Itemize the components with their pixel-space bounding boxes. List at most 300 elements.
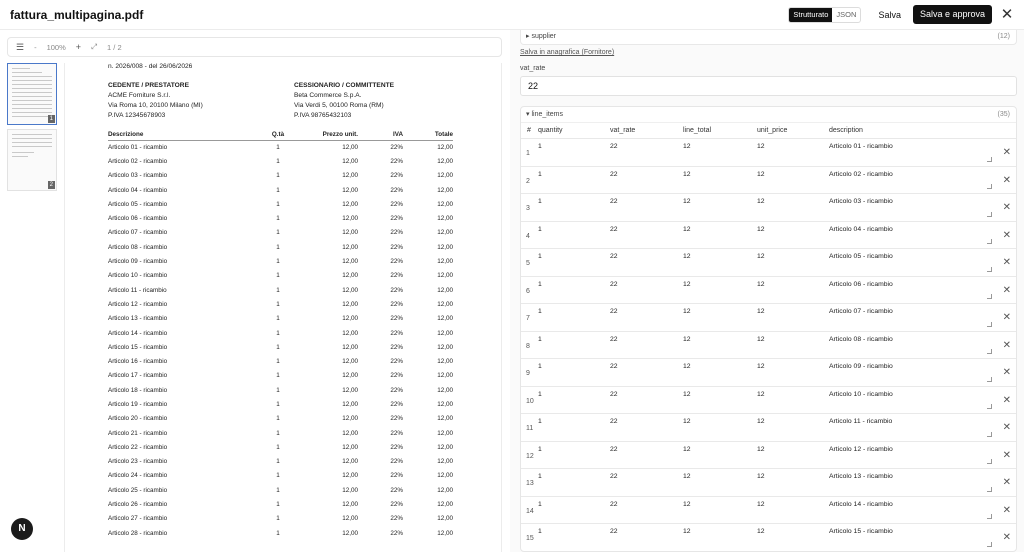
invoice-row	[108, 183, 453, 197]
row-total: 12,00	[437, 400, 453, 408]
line-item-index: 2	[526, 177, 530, 185]
row-description: Articolo 08 - ricambio	[108, 243, 168, 251]
row-total: 12,00	[437, 386, 453, 394]
row-vat: 22%	[390, 429, 403, 437]
seller-address: Via Roma 10, 20100 Milano (MI)	[108, 102, 203, 109]
invoice-row	[108, 369, 453, 383]
column-header: unit_price	[757, 127, 788, 134]
row-quantity: 1	[276, 486, 280, 494]
line-item-unit-price-input[interactable]: 12	[757, 335, 765, 343]
row-description: Articolo 15 - ricambio	[108, 343, 168, 351]
line-item-description-input[interactable]: Articolo 03 - ricambio	[829, 198, 893, 205]
line-item-line-total-input[interactable]: 12	[683, 253, 691, 260]
line-item-description-input[interactable]: Articolo 09 - ricambio	[829, 363, 893, 370]
line-item-unit-price-input[interactable]: 12	[757, 500, 765, 508]
row-total: 12,00	[437, 443, 453, 451]
remove-row-icon[interactable]: ✕	[1002, 202, 1011, 213]
resize-handle-icon[interactable]	[987, 239, 992, 244]
row-unit-price: 12,00	[342, 458, 358, 466]
line-item-index: 15	[526, 535, 534, 542]
line-item-description-input[interactable]: Articolo 13 - ricambio	[829, 473, 893, 480]
view-json-tab[interactable]: JSON	[836, 9, 857, 19]
invoice-row	[108, 497, 453, 511]
line-item-index: 10	[526, 397, 534, 405]
invoice-row	[108, 526, 453, 540]
seller-vat: P.IVA 12345678903	[108, 112, 166, 119]
zoom-level: 100%	[46, 42, 66, 52]
row-description: Articolo 13 - ricambio	[108, 315, 168, 323]
remove-row-icon[interactable]: ✕	[1002, 284, 1011, 296]
line-item-unit-price-input[interactable]: 12	[757, 308, 765, 315]
line-item-quantity-input[interactable]: 1	[538, 390, 542, 398]
line-item-quantity-input[interactable]: 1	[538, 445, 542, 453]
invoice-row	[108, 240, 453, 254]
remove-row-icon[interactable]: ✕	[1002, 449, 1011, 461]
row-unit-price: 12,00	[342, 300, 358, 308]
invoice-row	[108, 283, 453, 297]
invoice-row	[108, 226, 453, 240]
row-quantity: 1	[276, 343, 280, 351]
invoice-row	[108, 169, 453, 183]
row-vat: 22%	[390, 286, 403, 294]
page-thumbnail-1[interactable]	[7, 63, 57, 125]
line-item-index: 13	[526, 480, 534, 487]
line-item-index: 11	[526, 425, 534, 432]
resize-handle-icon[interactable]	[987, 294, 992, 299]
row-unit-price: 12,00	[342, 272, 358, 280]
row-unit-price: 12,00	[342, 258, 358, 266]
row-description: Articolo 06 - ricambio	[108, 215, 168, 223]
row-vat: 22%	[390, 200, 403, 208]
row-unit-price: 12,00	[342, 415, 358, 423]
line-item-vat-rate-input[interactable]: 22	[610, 418, 618, 425]
invoice-row	[108, 512, 453, 526]
row-description: Articolo 18 - ricambio	[108, 386, 168, 394]
remove-row-icon[interactable]: ✕	[1002, 257, 1011, 268]
line-item-line-total-input[interactable]: 12	[683, 335, 691, 343]
resize-handle-icon[interactable]	[987, 322, 992, 327]
line-item-unit-price-input[interactable]: 12	[757, 363, 765, 370]
line-item-vat-rate-input[interactable]: 22	[610, 473, 618, 480]
invoice-row	[108, 397, 453, 411]
line-item-row	[521, 304, 1016, 332]
line-item-description-input[interactable]: Articolo 02 - ricambio	[829, 170, 893, 178]
line-item-index: 7	[526, 315, 530, 322]
line-item-vat-rate-input[interactable]: 22	[610, 280, 618, 288]
line-item-line-total-input[interactable]: 12	[683, 280, 691, 288]
row-total: 12,00	[437, 300, 453, 308]
row-vat: 22%	[390, 343, 403, 351]
column-header: IVA	[358, 130, 403, 140]
row-total: 12,00	[437, 515, 453, 523]
remove-row-icon[interactable]: ✕	[1002, 147, 1011, 158]
save-and-approve-button[interactable]: Salva e approva	[913, 5, 992, 24]
row-quantity: 1	[276, 143, 280, 151]
row-total: 12,00	[437, 529, 453, 537]
row-vat: 22%	[390, 186, 403, 194]
line-item-row	[521, 222, 1016, 250]
line-item-unit-price-input[interactable]: 12	[757, 280, 765, 288]
row-quantity: 1	[276, 286, 280, 294]
line-item-row	[521, 194, 1016, 222]
row-description: Articolo 03 - ricambio	[108, 172, 168, 180]
invoice-row	[108, 140, 453, 154]
row-unit-price: 12,00	[342, 472, 358, 480]
row-description: Articolo 28 - ricambio	[108, 529, 168, 537]
row-total: 12,00	[437, 143, 453, 151]
pdf-toolbar	[7, 37, 502, 57]
seller-heading: CEDENTE / PRESTATORE	[108, 82, 189, 89]
line-item-unit-price-input[interactable]: 12	[757, 253, 765, 260]
view-structured-tab[interactable]: Strutturato	[789, 8, 832, 22]
invoice-row	[108, 426, 453, 440]
line-item-quantity-input[interactable]: 1	[538, 335, 542, 343]
invoice-row	[108, 326, 453, 340]
row-description: Articolo 07 - ricambio	[108, 229, 168, 237]
row-unit-price: 12,00	[342, 486, 358, 494]
line-item-index: 8	[526, 342, 530, 350]
remove-row-icon[interactable]: ✕	[1002, 477, 1011, 488]
line-item-quantity-input[interactable]: 1	[538, 308, 542, 315]
resize-handle-icon[interactable]	[987, 459, 992, 464]
row-quantity: 1	[276, 372, 280, 380]
row-quantity: 1	[276, 200, 280, 208]
resize-handle-icon[interactable]	[987, 212, 992, 217]
row-unit-price: 12,00	[342, 343, 358, 351]
line-item-unit-price-input[interactable]: 12	[757, 170, 765, 178]
remove-row-icon[interactable]: ✕	[1002, 229, 1011, 241]
resize-handle-icon[interactable]	[987, 184, 992, 189]
remove-row-icon[interactable]: ✕	[1002, 504, 1011, 516]
row-total: 12,00	[437, 172, 453, 180]
line-item-description-input[interactable]: Articolo 05 - ricambio	[829, 253, 893, 260]
row-vat: 22%	[390, 258, 403, 266]
line-item-description-input[interactable]: Articolo 01 - ricambio	[829, 143, 893, 150]
line-item-quantity-input[interactable]: 1	[538, 225, 542, 233]
row-vat: 22%	[390, 472, 403, 480]
row-total: 12,00	[437, 272, 453, 280]
line-item-vat-rate-input[interactable]: 22	[610, 225, 618, 233]
line-item-index: 9	[526, 370, 530, 377]
column-header: quantity	[538, 127, 563, 134]
save-to-registry-link[interactable]: Salva in anagrafica (Fornitore)	[520, 49, 615, 56]
line-items-count: (35)	[997, 111, 1010, 118]
row-vat: 22%	[390, 229, 403, 237]
resize-handle-icon[interactable]	[987, 377, 992, 382]
line-item-quantity-input[interactable]: 1	[538, 170, 542, 178]
line-item-description-input[interactable]: Articolo 15 - ricambio	[829, 528, 893, 535]
row-description: Articolo 02 - ricambio	[108, 157, 168, 165]
invoice-row	[108, 354, 453, 368]
row-unit-price: 12,00	[342, 372, 358, 380]
buyer-heading: CESSIONARIO / COMMITTENTE	[294, 82, 395, 89]
resize-handle-icon[interactable]	[987, 514, 992, 519]
line-item-index: 5	[526, 260, 530, 267]
remove-row-icon[interactable]: ✕	[1002, 532, 1011, 543]
row-description: Articolo 24 - ricambio	[108, 472, 168, 480]
line-item-unit-price-input[interactable]: 12	[757, 418, 765, 425]
menu-icon[interactable]: ☰	[16, 41, 25, 52]
line-item-quantity-input[interactable]: 1	[538, 198, 542, 205]
resize-handle-icon[interactable]	[987, 432, 992, 437]
row-description: Articolo 22 - ricambio	[108, 443, 168, 451]
line-item-description-input[interactable]: Articolo 12 - ricambio	[829, 445, 893, 453]
close-icon[interactable]: ✕	[1000, 6, 1014, 23]
resize-handle-icon[interactable]	[987, 542, 992, 547]
document-filename: fattura_multipagina.pdf	[10, 7, 144, 22]
pdf-viewer-pane	[0, 30, 510, 552]
supplier-label: supplier	[531, 33, 556, 40]
remove-row-icon[interactable]: ✕	[1002, 367, 1011, 378]
row-unit-price: 12,00	[342, 443, 358, 451]
remove-row-icon[interactable]: ✕	[1002, 174, 1011, 186]
row-unit-price: 12,00	[342, 315, 358, 323]
structured-form-pane	[510, 30, 1024, 552]
invoice-row	[108, 197, 453, 211]
row-unit-price: 12,00	[342, 501, 358, 509]
resize-handle-icon[interactable]	[987, 157, 992, 162]
line-item-line-total-input[interactable]: 12	[683, 170, 691, 178]
column-header: description	[829, 127, 863, 134]
row-description: Articolo 19 - ricambio	[108, 400, 168, 408]
chevron-icon: ▸	[526, 33, 532, 40]
zoom-in-button[interactable]: +	[75, 42, 82, 52]
line-item-unit-price-input[interactable]: 12	[757, 473, 765, 480]
row-description: Articolo 01 - ricambio	[108, 143, 168, 151]
row-quantity: 1	[276, 529, 280, 537]
line-item-vat-rate-input[interactable]: 22	[610, 390, 618, 398]
row-description: Articolo 27 - ricambio	[108, 515, 168, 523]
row-vat: 22%	[390, 529, 403, 537]
line-item-index: 4	[526, 232, 530, 240]
row-description: Articolo 04 - ricambio	[108, 186, 168, 194]
zoom-out-button[interactable]: -	[34, 42, 37, 52]
invoice-row	[108, 483, 453, 497]
line-item-row	[521, 414, 1016, 442]
row-total: 12,00	[437, 157, 453, 165]
line-item-row	[521, 332, 1016, 360]
row-vat: 22%	[390, 386, 403, 394]
line-item-vat-rate-input[interactable]: 22	[610, 170, 618, 178]
line-item-line-total-input[interactable]: 12	[683, 143, 691, 150]
line-item-quantity-input[interactable]: 1	[538, 418, 542, 425]
assistant-button[interactable]: N	[11, 518, 33, 540]
line-item-unit-price-input[interactable]: 12	[757, 198, 765, 205]
line-item-description-input[interactable]: Articolo 04 - ricambio	[829, 225, 893, 233]
line-item-vat-rate-input[interactable]: 22	[610, 335, 618, 343]
line-item-index: 3	[526, 205, 530, 212]
line-item-vat-rate-input[interactable]: 22	[610, 528, 618, 535]
line-item-quantity-input[interactable]: 1	[538, 500, 542, 508]
remove-row-icon[interactable]: ✕	[1002, 422, 1011, 433]
line-item-vat-rate-input[interactable]: 22	[610, 363, 618, 370]
line-item-unit-price-input[interactable]: 12	[757, 528, 765, 535]
row-description: Articolo 16 - ricambio	[108, 358, 168, 366]
line-item-quantity-input[interactable]: 1	[538, 253, 542, 260]
invoice-table	[108, 130, 453, 540]
invoice-row	[108, 154, 453, 168]
line-items-rows	[521, 139, 1016, 552]
form-content	[520, 30, 1017, 96]
line-item-quantity-input[interactable]: 1	[538, 143, 542, 150]
line-item-description-input[interactable]: Articolo 07 - ricambio	[829, 308, 893, 315]
line-items-section	[520, 106, 1017, 552]
column-header: Prezzo unit.	[298, 130, 358, 140]
row-unit-price: 12,00	[342, 243, 358, 251]
view-mode-toggle	[788, 7, 861, 23]
invoice-row	[108, 211, 453, 225]
row-description: Articolo 05 - ricambio	[108, 200, 168, 208]
row-total: 12,00	[437, 329, 453, 337]
invoice-number-line: n. 2026/008 - del 26/06/2026	[108, 63, 193, 70]
row-vat: 22%	[390, 501, 403, 509]
column-header: Descrizione	[108, 130, 258, 140]
row-vat: 22%	[390, 358, 403, 366]
line-item-vat-rate-input[interactable]: 22	[610, 143, 618, 150]
line-item-description-input[interactable]: Articolo 14 - ricambio	[829, 500, 893, 508]
resize-handle-icon[interactable]	[987, 404, 992, 409]
line-item-vat-rate-input[interactable]: 22	[610, 500, 618, 508]
page-thumbnail-2[interactable]	[7, 129, 57, 191]
seller-name: ACME Forniture S.r.l.	[108, 92, 171, 99]
row-quantity: 1	[276, 429, 280, 437]
pdf-page-view[interactable]	[64, 63, 502, 552]
row-unit-price: 12,00	[342, 172, 358, 180]
line-item-vat-rate-input[interactable]: 22	[610, 198, 618, 205]
column-header: line_total	[683, 127, 712, 134]
row-vat: 22%	[390, 157, 403, 165]
line-item-quantity-input[interactable]: 1	[538, 528, 542, 535]
line-item-row	[521, 359, 1016, 387]
buyer-name: Beta Commerce S.p.A.	[294, 92, 362, 99]
row-quantity: 1	[276, 515, 280, 523]
line-item-vat-rate-input[interactable]: 22	[610, 253, 618, 260]
row-unit-price: 12,00	[342, 329, 358, 337]
vat-rate-input[interactable]: 22	[520, 76, 1017, 96]
row-total: 12,00	[437, 415, 453, 423]
line-item-row	[521, 524, 1016, 552]
invoice-row	[108, 312, 453, 326]
row-vat: 22%	[390, 329, 403, 337]
line-item-quantity-input[interactable]: 1	[538, 473, 542, 480]
line-item-line-total-input[interactable]: 12	[683, 363, 691, 370]
row-vat: 22%	[390, 143, 403, 151]
line-item-description-input[interactable]: Articolo 06 - ricambio	[829, 280, 893, 288]
vat-rate-label: vat_rate	[520, 65, 546, 72]
line-item-line-total-input[interactable]: 12	[683, 528, 691, 535]
line-item-line-total-input[interactable]: 12	[683, 500, 691, 508]
row-description: Articolo 17 - ricambio	[108, 372, 168, 380]
line-item-line-total-input[interactable]: 12	[683, 308, 691, 315]
row-unit-price: 12,00	[342, 400, 358, 408]
row-quantity: 1	[276, 415, 280, 423]
row-unit-price: 12,00	[342, 429, 358, 437]
row-unit-price: 12,00	[342, 215, 358, 223]
row-quantity: 1	[276, 400, 280, 408]
remove-row-icon[interactable]: ✕	[1002, 312, 1011, 323]
row-unit-price: 12,00	[342, 358, 358, 366]
line-item-unit-price-input[interactable]: 12	[757, 445, 765, 453]
resize-handle-icon[interactable]	[987, 267, 992, 272]
row-description: Articolo 25 - ricambio	[108, 486, 168, 494]
row-quantity: 1	[276, 443, 280, 451]
row-quantity: 1	[276, 272, 280, 280]
save-button[interactable]: Salva	[878, 9, 901, 20]
row-total: 12,00	[437, 186, 453, 194]
invoice-row	[108, 440, 453, 454]
invoice-row	[108, 469, 453, 483]
thumbnail-page-number: 1	[49, 116, 53, 122]
invoice-row	[108, 269, 453, 283]
line-item-line-total-input[interactable]: 12	[683, 225, 691, 233]
row-vat: 22%	[390, 300, 403, 308]
invoice-row	[108, 455, 453, 469]
resize-handle-icon[interactable]	[987, 487, 992, 492]
line-item-description-input[interactable]: Articolo 08 - ricambio	[829, 335, 893, 343]
line-items-header[interactable]	[521, 107, 1016, 123]
line-item-unit-price-input[interactable]: 12	[757, 143, 765, 150]
row-description: Articolo 26 - ricambio	[108, 501, 168, 509]
line-item-description-input[interactable]: Articolo 10 - ricambio	[829, 390, 893, 398]
line-item-row	[521, 167, 1016, 195]
page-indicator: 1 / 2	[107, 42, 122, 52]
row-quantity: 1	[276, 258, 280, 266]
remove-row-icon[interactable]: ✕	[1002, 394, 1011, 406]
row-vat: 22%	[390, 515, 403, 523]
row-vat: 22%	[390, 458, 403, 466]
column-header: Q.tà	[258, 130, 298, 140]
line-items-label: line_items	[531, 111, 563, 118]
row-vat: 22%	[390, 415, 403, 423]
line-item-line-total-input[interactable]: 12	[683, 390, 691, 398]
row-description: Articolo 21 - ricambio	[108, 429, 168, 437]
row-total: 12,00	[437, 458, 453, 466]
row-quantity: 1	[276, 243, 280, 251]
line-item-quantity-input[interactable]: 1	[538, 280, 542, 288]
row-description: Articolo 20 - ricambio	[108, 415, 168, 423]
line-item-index: 6	[526, 287, 530, 295]
chevron-icon: ▾	[526, 111, 532, 118]
row-total: 12,00	[437, 243, 453, 251]
row-total: 12,00	[437, 286, 453, 294]
line-item-line-total-input[interactable]: 12	[683, 473, 691, 480]
fit-page-icon[interactable]: ⤢	[91, 42, 98, 51]
supplier-count: (12)	[997, 33, 1010, 40]
row-quantity: 1	[276, 229, 280, 237]
line-item-line-total-input[interactable]: 12	[683, 445, 691, 453]
resize-handle-icon[interactable]	[987, 349, 992, 354]
row-unit-price: 12,00	[342, 157, 358, 165]
line-item-line-total-input[interactable]: 12	[683, 198, 691, 205]
remove-row-icon[interactable]: ✕	[1002, 339, 1011, 351]
row-unit-price: 12,00	[342, 186, 358, 194]
invoice-row	[108, 383, 453, 397]
line-item-line-total-input[interactable]: 12	[683, 418, 691, 425]
line-item-vat-rate-input[interactable]: 22	[610, 308, 618, 315]
row-quantity: 1	[276, 215, 280, 223]
line-item-description-input[interactable]: Articolo 11 - ricambio	[829, 418, 893, 425]
line-item-quantity-input[interactable]: 1	[538, 363, 542, 370]
line-item-row	[521, 249, 1016, 277]
line-item-vat-rate-input[interactable]: 22	[610, 445, 618, 453]
buyer-vat: P.IVA 98765432103	[294, 112, 352, 119]
invoice-row	[108, 412, 453, 426]
line-item-unit-price-input[interactable]: 12	[757, 225, 765, 233]
supplier-section-header[interactable]	[520, 30, 1017, 45]
row-description: Articolo 12 - ricambio	[108, 300, 168, 308]
row-vat: 22%	[390, 215, 403, 223]
line-item-unit-price-input[interactable]: 12	[757, 390, 765, 398]
